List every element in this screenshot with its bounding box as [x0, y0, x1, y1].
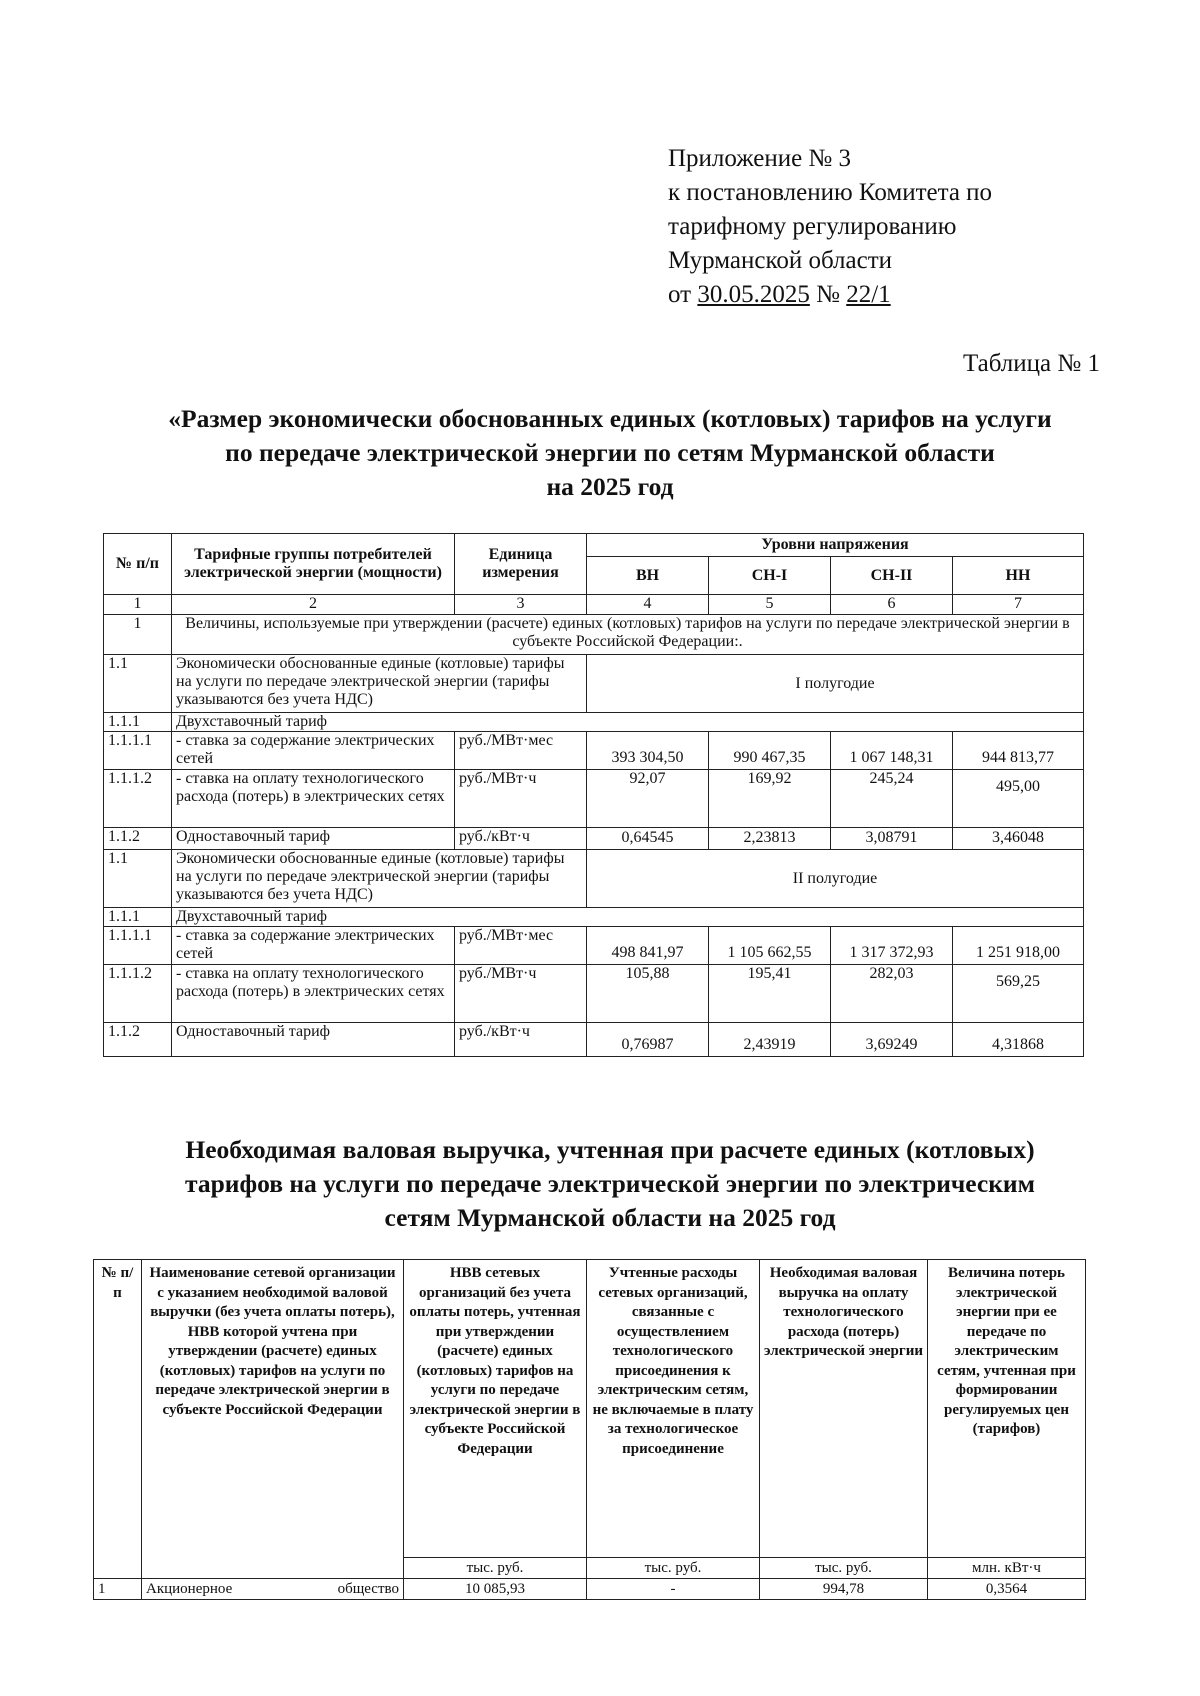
annex-number: 22/1	[846, 281, 891, 308]
section-num: 1	[104, 615, 172, 655]
section-text: Величины, используемые при утверждении (расчете) единых (котловых) тарифов на услуги по передаче электрической энергии в субъекте Российской Федерации:.	[172, 615, 1084, 655]
row-num: 1.1.1.2	[104, 770, 172, 828]
table1-title-line-3: на 2025 год	[546, 472, 674, 501]
row-name: - ставка на оплату технологического расхода (потерь) в электрических сетях	[172, 965, 455, 1023]
table-row	[94, 1579, 1086, 1600]
org-name-left: Акционерное	[146, 1581, 233, 1597]
half2-num: 1.1	[104, 850, 172, 908]
column-numbers-row	[104, 595, 1084, 615]
row-num: 1.1.1.1	[104, 732, 172, 770]
half1-two-part-text: Двухставочный тариф	[172, 713, 1084, 732]
value-sn1: 2,43919	[709, 1023, 831, 1057]
annex-line-4: Мурманской области	[668, 247, 893, 274]
row-num: 1	[94, 1579, 142, 1600]
header-losses: Величина потерь электрической энергии при ее передаче по электрическим сетям, учтенная при формировании регулируемых цен (тарифов)	[928, 1260, 1086, 1558]
table-row	[104, 732, 1084, 770]
value-sn1: 2,23813	[709, 828, 831, 850]
unit-loss-revenue: тыс. руб.	[760, 1558, 928, 1579]
half2-header-row	[104, 850, 1084, 908]
header-unit: Единица измерения	[455, 534, 587, 595]
header-expenses: Учтенные расходы сетевых организаций, связанные с осуществлением технологического присоединения к электрическим сетям, не включаемые в плату за технологическое присоединение	[587, 1260, 760, 1558]
header-nn: НН	[953, 557, 1084, 595]
value-nn: 3,46048	[953, 828, 1084, 850]
column-number: 5	[709, 595, 831, 615]
annex-date: 30.05.2025	[697, 281, 810, 308]
value-sn2: 3,69249	[831, 1023, 953, 1057]
row-name: Одноставочный тариф	[172, 1023, 455, 1057]
header-num: № п/п	[104, 534, 172, 595]
table-row	[104, 1023, 1084, 1057]
row-unit: руб./кВт·ч	[455, 1023, 587, 1057]
value-vn: 0,64545	[587, 828, 709, 850]
table-row	[104, 965, 1084, 1023]
row-unit: руб./МВт·мес	[455, 927, 587, 965]
column-number: 7	[953, 595, 1084, 615]
header-num: № п/п	[94, 1260, 142, 1579]
value-vn: 393 304,50	[587, 732, 709, 770]
table1-title	[100, 402, 1120, 504]
row-org-name	[142, 1579, 404, 1600]
header-org-name: Наименование сетевой организации с указанием необходимой валовой выручки (без учета оплаты потерь), НВВ которой учтена при утверждении (расчете) единых (котловых) тарифов на услуги по передаче электрической энергии в субъекте Российской Федерации	[142, 1260, 404, 1579]
value-vn: 0,76987	[587, 1023, 709, 1057]
unit-expenses: тыс. руб.	[587, 1558, 760, 1579]
value-sn2: 282,03	[831, 965, 953, 1023]
row-name: - ставка за содержание электрических сетей	[172, 927, 455, 965]
annex-date-line	[668, 278, 992, 312]
table-label: Таблица № 1	[962, 350, 1100, 377]
row-unit: руб./МВт·ч	[455, 770, 587, 828]
row-name: Одноставочный тариф	[172, 828, 455, 850]
header-loss-revenue: Необходимая валовая выручка на оплату технологического расхода (потерь) электрической энергии	[760, 1260, 928, 1558]
annex-line-2: к постановлению Комитета по	[668, 179, 993, 206]
row-num: 1.1.2	[104, 1023, 172, 1057]
half1-text: Экономически обоснованные единые (котловые) тарифы на услуги по передаче электрической энергии (тарифы указываются без учета НДС)	[172, 655, 587, 713]
value-nn: 944 813,77	[953, 732, 1084, 770]
header-groups: Тарифные группы потребителей электрической энергии (мощности)	[172, 534, 455, 595]
half2-two-part-num: 1.1.1	[104, 908, 172, 927]
value-sn2: 1 067 148,31	[831, 732, 953, 770]
half1-two-part-num: 1.1.1	[104, 713, 172, 732]
half2-text: Экономически обоснованные единые (котловые) тарифы на услуги по передаче электрической энергии (тарифы указываются без учета НДС)	[172, 850, 587, 908]
row-name: - ставка на оплату технологического расхода (потерь) в электрических сетях	[172, 770, 455, 828]
header-nvv: НВВ сетевых организаций без учета оплаты потерь, учтенная при утверждении (расчете) единых (котловых) тарифов на услуги по передаче электрической энергии в субъекте Российской Федерации	[404, 1260, 587, 1558]
row-unit: руб./кВт·ч	[455, 828, 587, 850]
header-vn: ВН	[587, 557, 709, 595]
table2-title-line-2: тарифов на услуги по передаче электрической энергии по электрическим	[185, 1169, 1035, 1198]
half1-header-row	[104, 655, 1084, 713]
column-number: 2	[172, 595, 455, 615]
row-num: 1.1.1.1	[104, 927, 172, 965]
value-vn: 105,88	[587, 965, 709, 1023]
table-row	[104, 927, 1084, 965]
value-loss-revenue: 994,78	[760, 1579, 928, 1600]
value-sn2: 245,24	[831, 770, 953, 828]
row-unit: руб./МВт·ч	[455, 965, 587, 1023]
annex-line-3: тарифному регулированию	[668, 213, 957, 240]
unit-losses: млн. кВт·ч	[928, 1558, 1086, 1579]
revenue-header-row	[94, 1260, 1086, 1558]
table2-title	[100, 1133, 1120, 1235]
table-row	[104, 770, 1084, 828]
annex-date-prefix: от	[668, 281, 692, 308]
column-number: 1	[104, 595, 172, 615]
value-sn1: 990 467,35	[709, 732, 831, 770]
row-unit: руб./МВт·мес	[455, 732, 587, 770]
half1-num: 1.1	[104, 655, 172, 713]
annex-header	[668, 142, 992, 312]
unit-nvv: тыс. руб.	[404, 1558, 587, 1579]
table2-title-line-3: сетям Мурманской области на 2025 год	[384, 1203, 836, 1232]
header-levels: Уровни напряжения	[587, 534, 1084, 557]
row-num: 1.1.2	[104, 828, 172, 850]
revenue-table	[93, 1259, 1086, 1600]
half2-period: II полугодие	[587, 850, 1084, 908]
column-number: 6	[831, 595, 953, 615]
value-sn1: 195,41	[709, 965, 831, 1023]
tariff-table	[103, 533, 1084, 1057]
value-sn1: 1 105 662,55	[709, 927, 831, 965]
value-nn: 1 251 918,00	[953, 927, 1084, 965]
table2-title-line-1: Необходимая валовая выручка, учтенная при расчете единых (котловых)	[185, 1135, 1035, 1164]
annex-number-sign: №	[816, 281, 840, 308]
half1-period: I полугодие	[587, 655, 1084, 713]
row-name: - ставка за содержание электрических сетей	[172, 732, 455, 770]
table1-title-line-1: «Размер экономически обоснованных единых (котловых) тарифов на услуги	[168, 404, 1052, 433]
value-nn: 495,00	[953, 770, 1084, 828]
value-vn: 498 841,97	[587, 927, 709, 965]
value-nn: 4,31868	[953, 1023, 1084, 1057]
half2-two-part-text: Двухставочный тариф	[172, 908, 1084, 927]
value-expenses: -	[587, 1579, 760, 1600]
org-name-right: общество	[337, 1581, 399, 1597]
half2-two-part-row	[104, 908, 1084, 927]
half1-two-part-row	[104, 713, 1084, 732]
table-row	[104, 828, 1084, 850]
header-sn2: СН-II	[831, 557, 953, 595]
column-number: 4	[587, 595, 709, 615]
value-vn: 92,07	[587, 770, 709, 828]
value-sn2: 1 317 372,93	[831, 927, 953, 965]
table1-title-line-2: по передаче электрической энергии по сетям Мурманской области	[225, 438, 995, 467]
value-sn1: 169,92	[709, 770, 831, 828]
annex-line-1: Приложение № 3	[668, 145, 852, 172]
header-sn1: СН-I	[709, 557, 831, 595]
value-nn: 569,25	[953, 965, 1084, 1023]
value-losses: 0,3564	[928, 1579, 1086, 1600]
value-nvv: 10 085,93	[404, 1579, 587, 1600]
row-num: 1.1.1.2	[104, 965, 172, 1023]
section-row	[104, 615, 1084, 655]
column-number: 3	[455, 595, 587, 615]
value-sn2: 3,08791	[831, 828, 953, 850]
